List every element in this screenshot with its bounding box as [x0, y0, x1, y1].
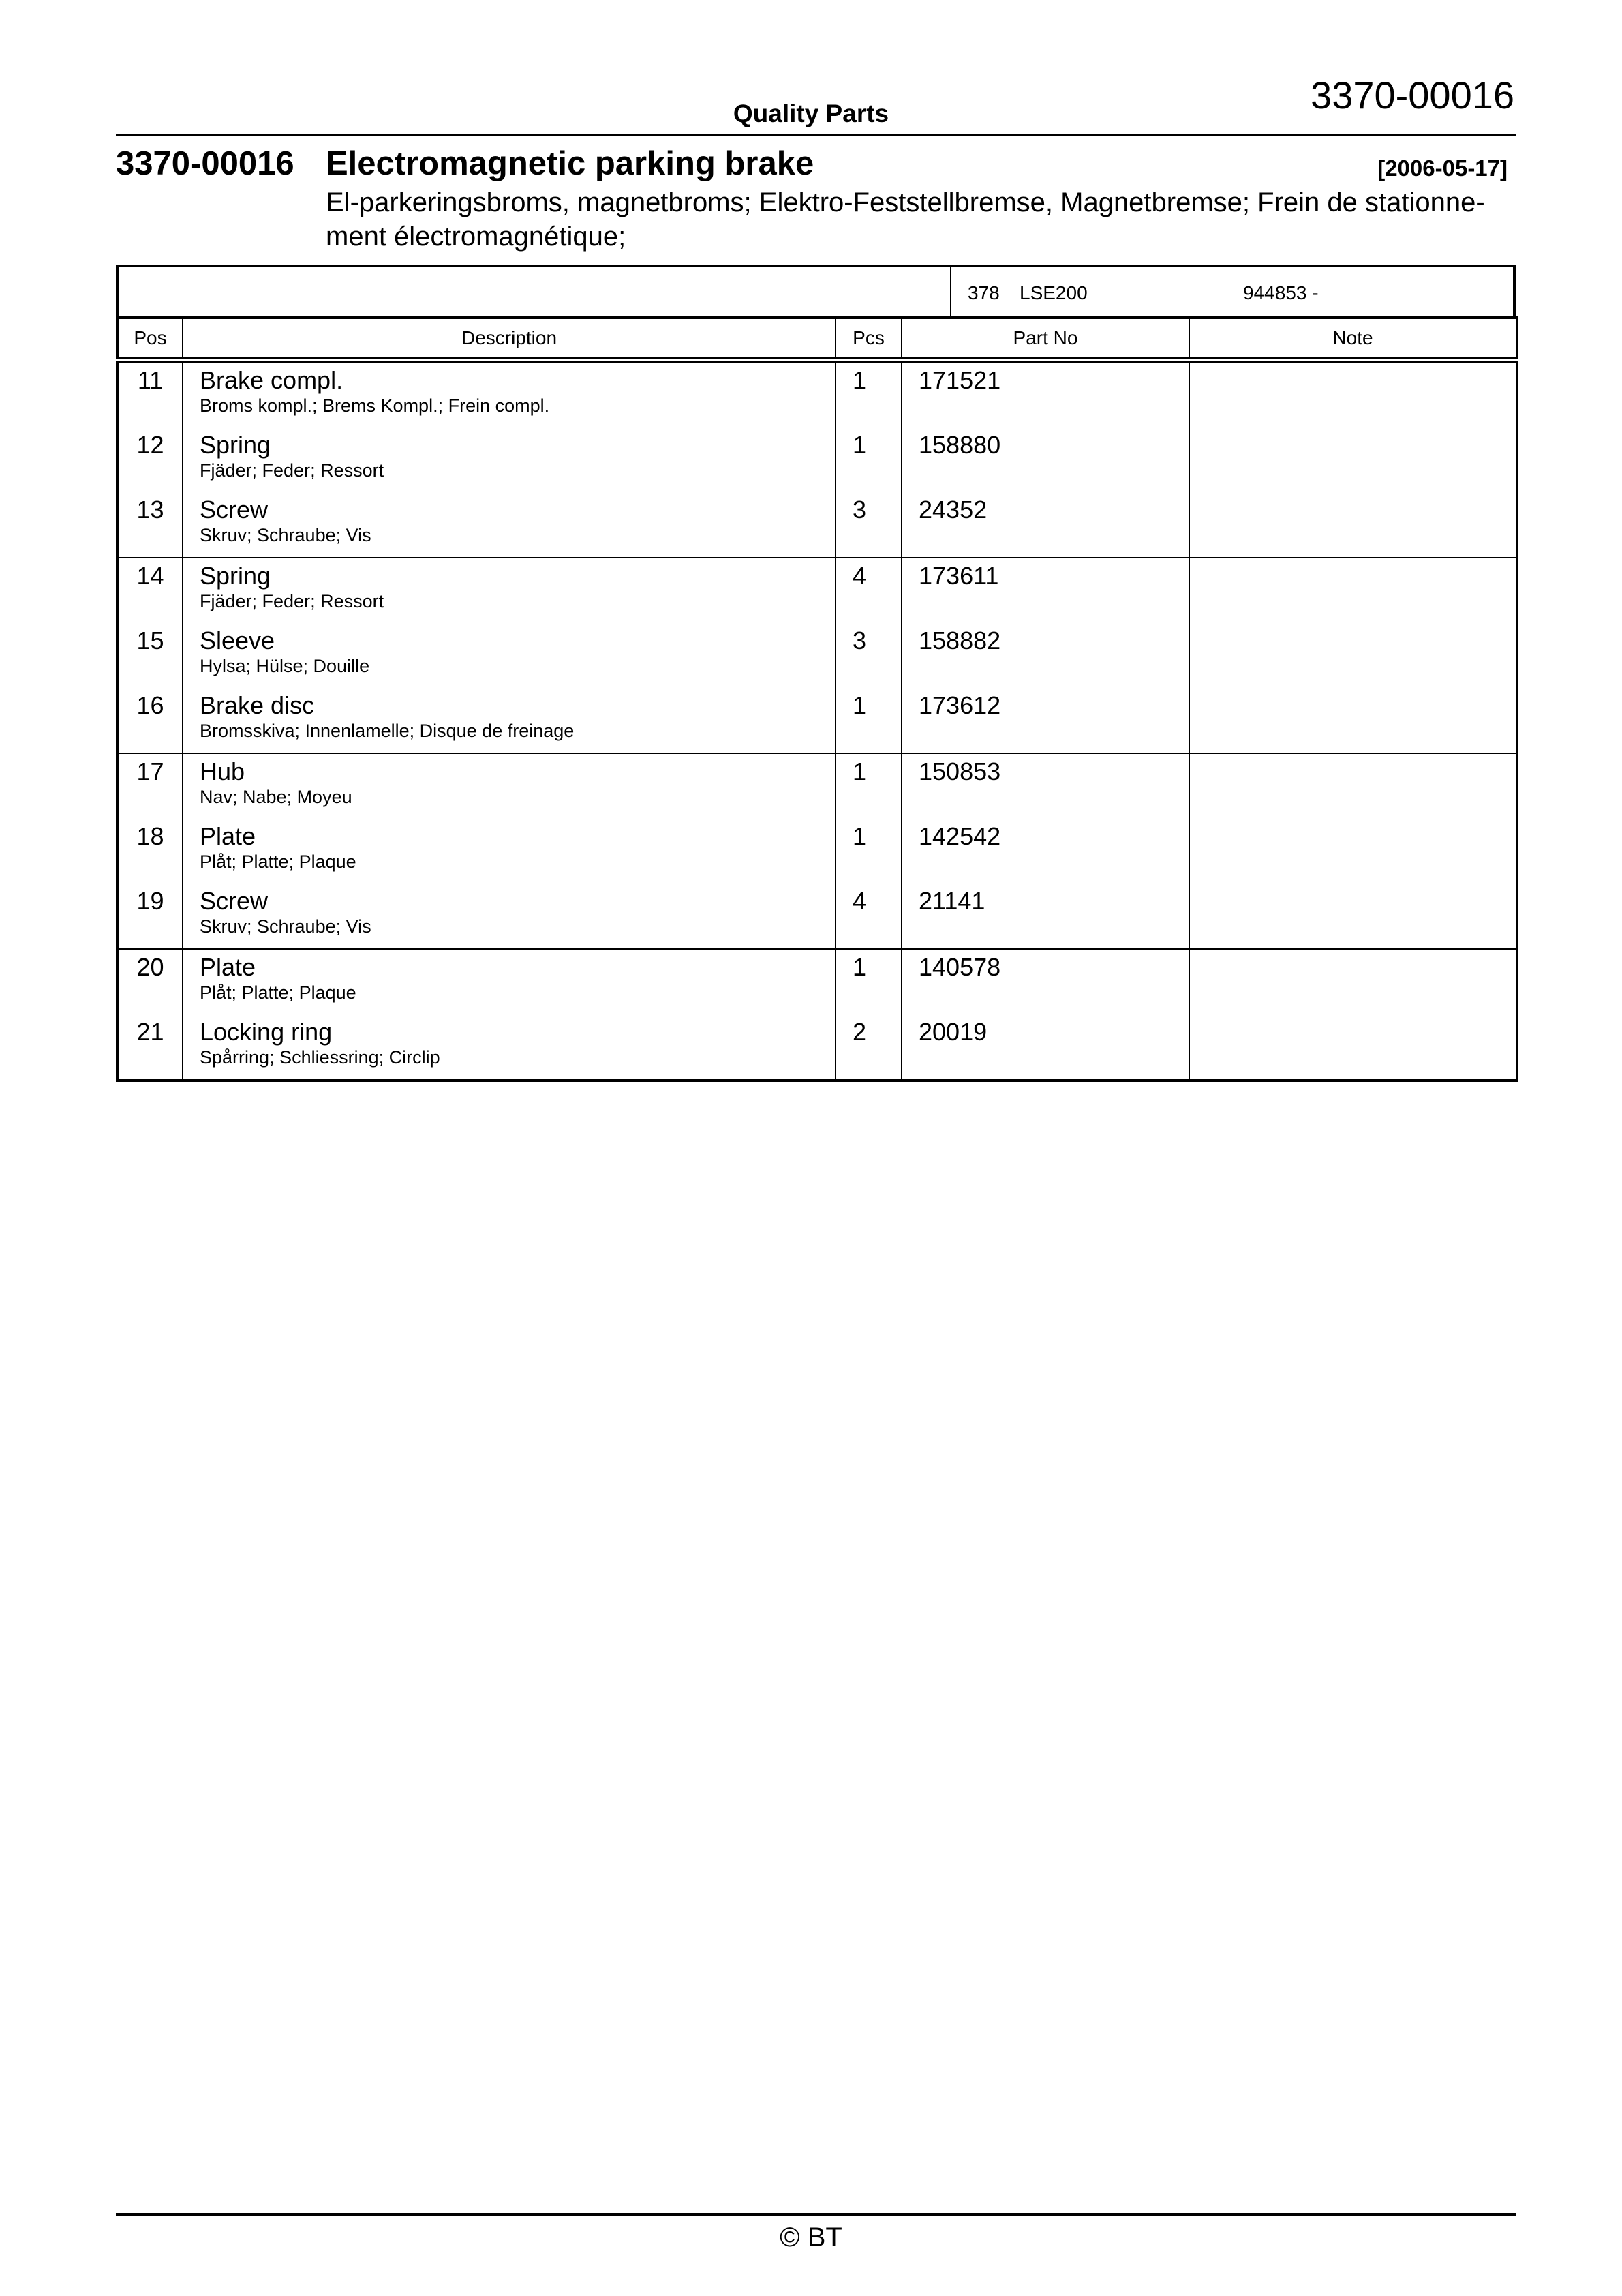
part-name: Brake compl. — [200, 366, 343, 394]
footer-copyright: © BT — [780, 2222, 842, 2252]
cell-pos: 12 — [117, 427, 183, 492]
cell-description — [183, 1014, 836, 1081]
cell-note — [1189, 623, 1517, 688]
part-name-translations: Spårring; Schliessring; Circlip — [200, 1047, 440, 1068]
cell-part-no: 20019 — [902, 1014, 1189, 1081]
part-name-translations: Plåt; Platte; Plaque — [200, 851, 356, 872]
part-name: Spring — [200, 431, 271, 459]
cell-part-no: 158882 — [902, 623, 1189, 688]
cell-note — [1189, 558, 1517, 623]
cell-pos: 17 — [117, 753, 183, 819]
section-title: Electromagnetic parking brake — [326, 145, 814, 182]
model-box — [116, 265, 1516, 319]
model-box-divider — [950, 267, 951, 316]
part-name-translations: Skruv; Schraube; Vis — [200, 916, 371, 937]
part-name: Plate — [200, 953, 256, 981]
cell-note — [1189, 819, 1517, 883]
cell-pcs: 1 — [836, 427, 902, 492]
cell-pcs: 3 — [836, 492, 902, 558]
cell-pcs: 1 — [836, 360, 902, 427]
column-header-pcs: Pcs — [836, 318, 902, 360]
cell-description — [183, 623, 836, 688]
model-name: LSE200 — [1020, 282, 1088, 303]
table-row — [117, 492, 1517, 558]
cell-note — [1189, 753, 1517, 819]
cell-part-no: 24352 — [902, 492, 1189, 558]
cell-description — [183, 949, 836, 1014]
section-code: 3370-00016 — [116, 145, 294, 182]
cell-description — [183, 688, 836, 753]
cell-note — [1189, 883, 1517, 949]
cell-pos: 20 — [117, 949, 183, 1014]
model-serial: 944853 - — [1243, 282, 1319, 303]
cell-part-no: 21141 — [902, 883, 1189, 949]
cell-pos: 16 — [117, 688, 183, 753]
cell-note — [1189, 427, 1517, 492]
cell-pcs: 4 — [836, 883, 902, 949]
cell-pos: 11 — [117, 360, 183, 427]
header-rule — [116, 134, 1516, 136]
cell-part-no: 173612 — [902, 688, 1189, 753]
column-header-note: Note — [1189, 318, 1517, 360]
cell-pcs: 1 — [836, 819, 902, 883]
table-row — [117, 688, 1517, 753]
cell-note — [1189, 949, 1517, 1014]
table-row — [117, 1014, 1517, 1081]
cell-pcs: 3 — [836, 623, 902, 688]
table-row — [117, 819, 1517, 883]
cell-pos: 18 — [117, 819, 183, 883]
cell-description — [183, 558, 836, 623]
table-row — [117, 427, 1517, 492]
cell-part-no: 150853 — [902, 753, 1189, 819]
cell-part-no: 173611 — [902, 558, 1189, 623]
table-row — [117, 883, 1517, 949]
cell-pos: 19 — [117, 883, 183, 949]
cell-description — [183, 883, 836, 949]
part-name-translations: Skruv; Schraube; Vis — [200, 525, 371, 545]
cell-description — [183, 819, 836, 883]
section-date: [2006-05-17] — [1377, 155, 1508, 181]
part-name: Spring — [200, 562, 271, 590]
table-header-row — [117, 318, 1517, 360]
table-row — [117, 558, 1517, 623]
footer-rule — [116, 2213, 1516, 2216]
table-row — [117, 623, 1517, 688]
table-row — [117, 360, 1517, 427]
cell-part-no: 158880 — [902, 427, 1189, 492]
part-name: Screw — [200, 496, 269, 524]
cell-note — [1189, 492, 1517, 558]
cell-pcs: 4 — [836, 558, 902, 623]
cell-pos: 13 — [117, 492, 183, 558]
cell-pcs: 2 — [836, 1014, 902, 1081]
part-name-translations: Nav; Nabe; Moyeu — [200, 787, 352, 807]
cell-note — [1189, 360, 1517, 427]
cell-pos: 21 — [117, 1014, 183, 1081]
part-name-translations: Plåt; Platte; Plaque — [200, 982, 356, 1003]
column-header-pos: Pos — [117, 318, 183, 360]
column-header-description: Description — [183, 318, 836, 360]
cell-description — [183, 492, 836, 558]
model-number: 378 — [968, 282, 1000, 303]
cell-pcs: 1 — [836, 688, 902, 753]
cell-part-no: 140578 — [902, 949, 1189, 1014]
cell-pos: 15 — [117, 623, 183, 688]
page-header-title: Quality Parts — [733, 100, 889, 127]
cell-pcs: 1 — [836, 753, 902, 819]
section-translations: El-parkeringsbroms, magnetbroms; Elektro-Feststellbremse, Magnetbremse; Frein de stationne-ment électromagnétique; — [326, 187, 1485, 252]
cell-description — [183, 753, 836, 819]
part-name: Sleeve — [200, 626, 275, 654]
part-name-translations: Bromsskiva; Innenlamelle; Disque de freinage — [200, 721, 575, 741]
part-name: Brake disc — [200, 691, 315, 719]
part-name: Hub — [200, 757, 245, 785]
part-name: Plate — [200, 822, 256, 850]
part-name-translations: Broms kompl.; Brems Kompl.; Frein compl. — [200, 395, 550, 416]
page-header-code: 3370-00016 — [1311, 74, 1514, 117]
part-name: Screw — [200, 887, 269, 915]
table-row — [117, 753, 1517, 819]
cell-part-no: 171521 — [902, 360, 1189, 427]
parts-table — [116, 316, 1518, 1082]
cell-note — [1189, 1014, 1517, 1081]
part-name-translations: Fjäder; Feder; Ressort — [200, 460, 384, 481]
cell-pos: 14 — [117, 558, 183, 623]
table-row — [117, 949, 1517, 1014]
column-header-part-no: Part No — [902, 318, 1189, 360]
part-name-translations: Fjäder; Feder; Ressort — [200, 591, 384, 611]
part-name-translations: Hylsa; Hülse; Douille — [200, 656, 370, 676]
cell-description — [183, 360, 836, 427]
part-name: Locking ring — [200, 1018, 333, 1046]
cell-note — [1189, 688, 1517, 753]
cell-description — [183, 427, 836, 492]
cell-part-no: 142542 — [902, 819, 1189, 883]
cell-pcs: 1 — [836, 949, 902, 1014]
